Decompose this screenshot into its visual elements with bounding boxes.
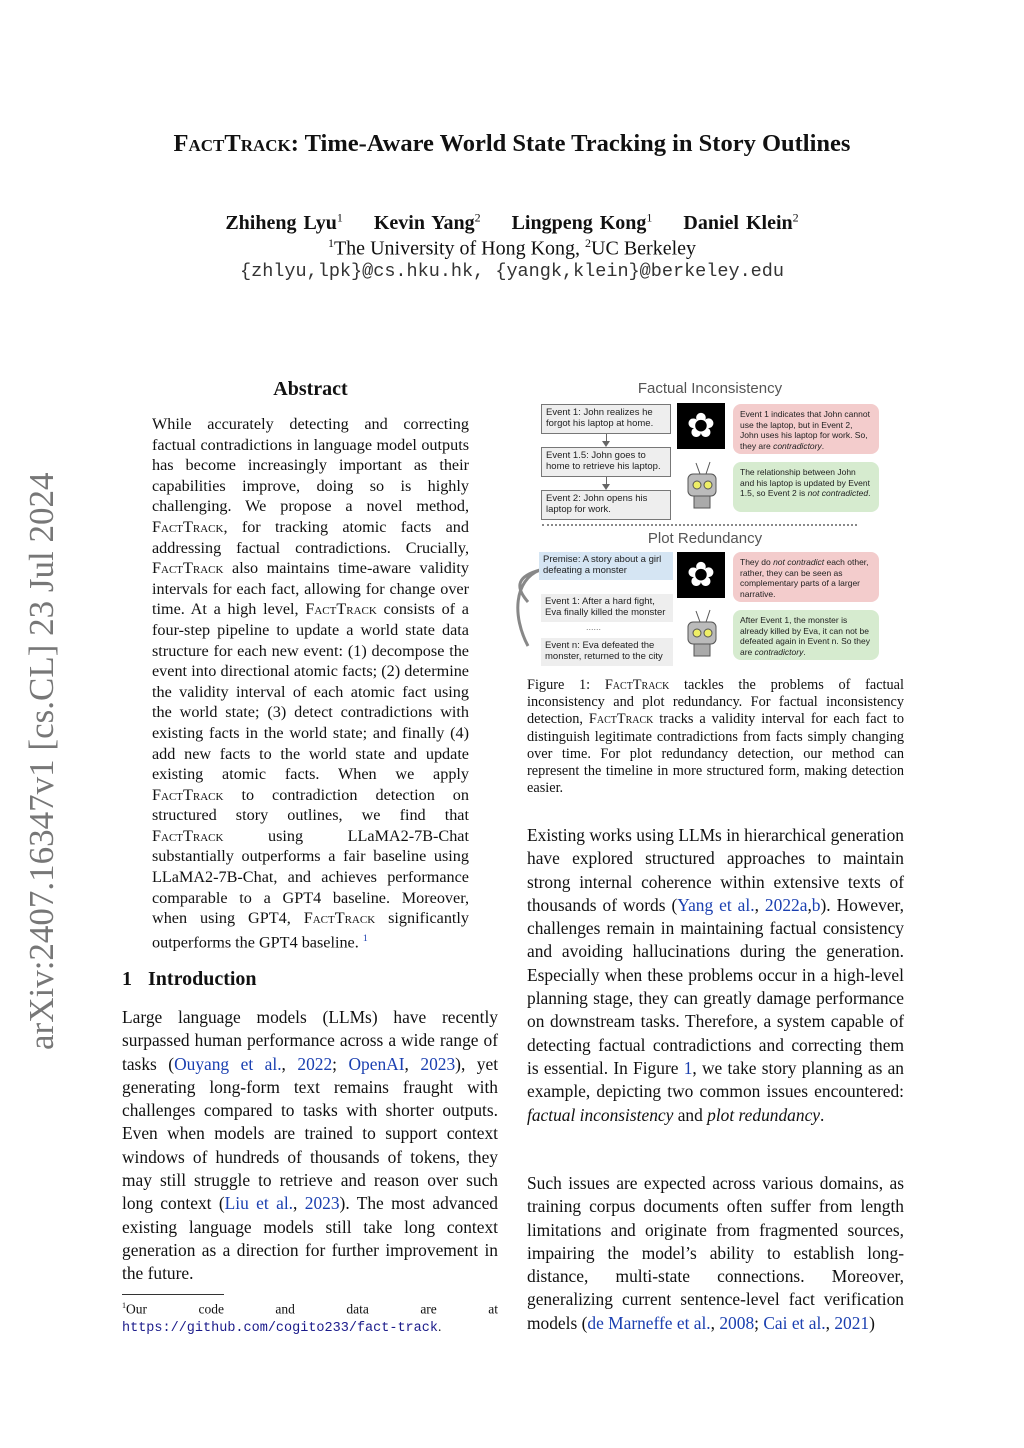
footnote-end: . (437, 1318, 442, 1334)
affiliations (0, 236, 1024, 261)
text-run: , (825, 1312, 835, 1333)
text-run: ) (869, 1312, 875, 1333)
paper-title (0, 130, 1024, 158)
text-run: They do (740, 557, 774, 567)
gpt-response-bubble (733, 552, 879, 602)
citation-link[interactable]: 1 (362, 932, 368, 944)
system-name: FactTrack (604, 677, 670, 693)
text-run: ). However, challenges remain in maintaining factual consistency and avoiding hallucinations during the generation. Especially when these problems occur in a high-level planning stage, they can greatly damage performance on downstream tasks. Therefore, a system capable of detecting factual contradictions and correcting them is essential. In Figure (527, 894, 904, 1078)
text-run: using LLaMA2-7B-Chat substantially outperforms a fair baseline using LLaMA2-7B-Chat, and achieves performance comparable to a GPT4 baseline. Moreover, when using GPT4, (152, 826, 469, 928)
event-box: Event 1.5: John goes to home to retrieve his laptop. (541, 447, 671, 477)
section-title: Introduction (148, 968, 257, 990)
robot-response-bubble (733, 610, 879, 660)
emphasis: not contradict (773, 557, 825, 567)
abstract-text (152, 414, 469, 953)
system-name: FactTrack (305, 600, 377, 619)
text-run: each other, rather, they can be seen as complementary parts of a larger narrative. (740, 557, 869, 599)
premise-box: Premise: A story about a girl defeating a monster (539, 552, 673, 580)
text-run: Event 1 indicates that John cannot use the laptop, but in Event 2, John uses his laptop for work. So, they are (740, 409, 870, 451)
aff-sup: 1 (327, 236, 334, 250)
title-text: : Time-Aware World State Tracking in Story Outlines (290, 130, 851, 157)
emphasis: plot redundancy (707, 1104, 821, 1125)
text-run: , (807, 894, 812, 915)
author-sup: 2 (474, 210, 481, 224)
author-name: Kevin Yang (373, 211, 475, 234)
robot-icon (680, 460, 726, 512)
emphasis: contradictory (754, 646, 804, 657)
event-box: Event 1: After a hard fight, Eva finally killed the monster (541, 594, 673, 622)
text-run: . (820, 1104, 825, 1125)
text-run: , (281, 1053, 298, 1074)
system-name: FactTrack (152, 517, 224, 536)
citation-link[interactable]: 2022a (764, 894, 808, 915)
author-list (0, 210, 1024, 235)
text-run: Such issues are expected across various domains, as training corpus documents often suffer from length limitations and originate from fragmented sources, impairing the model’s ability to establish long-distance, multi-state connections. Moreover, generalizing current sentence-level fact verification models ( (527, 1173, 904, 1333)
text-run: , we take story planning as an example, depicting two common issues encountered: (527, 1057, 904, 1102)
divider (542, 524, 857, 526)
text-run: ), yet generating long-form text remains fraught with challenges compared to tasks with shorter outputs. Even when models are trained to support context windows of hundreds of thousands of tokens, they may still struggle to retrieve and reason over such long context ( (122, 1053, 499, 1214)
text-run: ; (754, 1312, 764, 1333)
event-box: Event 2: John opens his laptop for work. (541, 490, 671, 520)
citation-link[interactable]: Liu et al. (224, 1193, 294, 1214)
citation-link[interactable]: OpenAI (348, 1053, 405, 1074)
text-run: While accurately detecting and correcting factual contradictions in language model outputs has become increasingly important as their capabilities improve, doing so is highly challenging. We propose a novel method, (152, 415, 469, 516)
author-emails: {zhlyu,lpk}@cs.hku.hk, {yangk,klein}@berkeley.edu (240, 261, 784, 282)
openai-logo-icon: ✿ (677, 552, 725, 598)
figure-1 (530, 378, 890, 668)
footnote-mark: 1 (122, 1301, 127, 1310)
citation-link[interactable]: de Marneffe et al. (587, 1312, 711, 1333)
openai-logo-icon: ✿ (677, 403, 725, 449)
body-paragraph (527, 824, 904, 1127)
aff-sup: 2 (585, 236, 592, 250)
text-run: . (821, 440, 825, 451)
footnote-text: Our code and data are at (126, 1301, 498, 1317)
body-paragraph (527, 1172, 904, 1335)
text-run: also maintains time-aware validity intervals for each fact, allowing for change over time. At a high level, (152, 559, 469, 619)
text-run: and (673, 1104, 708, 1125)
text-run: Large language models (LLMs) have recently surpassed human performance across a wide range of tasks ( (122, 1007, 498, 1074)
system-name: FactTrack (173, 130, 291, 157)
robot-icon (680, 608, 726, 660)
affiliation: The University of Hong Kong, (333, 237, 586, 260)
event-box: Event 1: John realizes he forgot his laptop at home. (541, 404, 671, 434)
fig-heading-factual: Factual Inconsistency (637, 380, 783, 397)
citation-link[interactable]: 1 (683, 1057, 693, 1078)
figure-caption (527, 677, 904, 797)
text-run: consists of a four-step pipeline to update a world state data structure for each new event: (1) decompose the event into directional atomic facts; (2) determine the validity interval of each atomic fact using the world state; (3) detect contradictions with existing facts in the world state; and finally (4) add new facts to the world state and update existing atomic facts. When we apply (152, 600, 469, 784)
emphasis: not contradicted (807, 488, 869, 498)
emphasis: factual inconsistency (527, 1104, 674, 1125)
citation-link[interactable]: Yang et al. (677, 894, 755, 915)
text-run: tackles the problems of factual inconsistency and plot redundancy. For factual inconsistency detection, (527, 677, 904, 728)
text-run: tracks a validity interval for each fact to distinguish legitimate contradictions from facts simply changing over time. For plot redundancy detection, our method can represent the timeline in more structured form, making detection easier. (527, 711, 904, 797)
arxiv-stamp: arXiv:2407.16347v1 [cs.CL] 23 Jul 2024 (22, 472, 61, 1050)
citation-link[interactable]: 2021 (834, 1312, 870, 1333)
footnote-rule (122, 1294, 224, 1295)
section-heading (122, 968, 257, 991)
author-sup: 2 (792, 210, 799, 224)
flow-arrows (514, 566, 542, 656)
gpt-response-bubble (733, 404, 879, 454)
robot-response-bubble (733, 462, 879, 512)
author-sup: 1 (336, 210, 343, 224)
text-run: ). The most advanced existing language models still take long context generation as a direction for further improvement in the future. (122, 1193, 499, 1284)
fig-heading-plot: Plot Redundancy (647, 530, 763, 547)
text-run: , (293, 1193, 305, 1214)
system-name: FactTrack (588, 711, 654, 728)
author-sup: 1 (646, 210, 653, 224)
event-box: Event n: Eva defeated the monster, returned to the city (541, 638, 673, 666)
system-name: FactTrack (152, 785, 224, 804)
author (683, 212, 798, 234)
abstract-heading: Abstract (273, 378, 348, 400)
text-run: to contradiction detection on structured story outlines, we find that (152, 785, 469, 825)
author-name: Daniel Klein (683, 211, 793, 234)
section-number: 1 (122, 968, 132, 990)
text-run: , for tracking atomic facts and addressing factual contradictions. Crucially, (152, 517, 469, 557)
citation-link[interactable]: Ouyang et al. (174, 1053, 282, 1074)
author (512, 212, 653, 234)
footnote (122, 1297, 498, 1337)
author-name: Zhiheng Lyu (225, 211, 337, 234)
text-run: . (868, 488, 871, 498)
text-run: . (803, 646, 806, 657)
intro-paragraph (122, 1006, 498, 1286)
citation-link[interactable]: 2008 (719, 1312, 755, 1333)
affiliation: UC Berkeley (591, 237, 697, 260)
system-name: FactTrack (303, 909, 376, 928)
citation-link[interactable]: 2023 (304, 1193, 340, 1214)
text-run: ; (332, 1053, 349, 1074)
text-run: Figure 1: (527, 677, 605, 693)
text-run: After Event 1, the monster is already killed by Eva, it can not be defeated again in Event n. So they are (740, 615, 870, 657)
emphasis: contradictory (773, 440, 822, 451)
ellipsis: ...... (586, 622, 602, 632)
author (225, 212, 343, 234)
citation-link[interactable]: b (811, 894, 821, 915)
text-run: , (404, 1053, 421, 1074)
author (374, 212, 481, 234)
citation-link[interactable]: 2023 (420, 1053, 456, 1074)
text-run: , (754, 894, 765, 915)
system-name: FactTrack (152, 826, 224, 845)
text-run: Existing works using LLMs in hierarchical generation have explored structured approaches to maintain strong internal coherence within extensive texts of thousands of words ( (527, 825, 904, 915)
text-run: significantly outperforms the GPT4 baseline. (152, 909, 469, 952)
author-name: Lingpeng Kong (511, 211, 647, 234)
text-run: The relationship between John and his laptop is updated by Event 1.5, so Event 2 is (740, 467, 870, 498)
citation-link[interactable]: 2022 (297, 1053, 333, 1074)
citation-link[interactable]: Cai et al. (763, 1312, 826, 1333)
text-run: , (710, 1312, 720, 1333)
system-name: FactTrack (152, 559, 224, 578)
code-link[interactable]: https://github.com/cogito233/fact-track (122, 1320, 438, 1336)
